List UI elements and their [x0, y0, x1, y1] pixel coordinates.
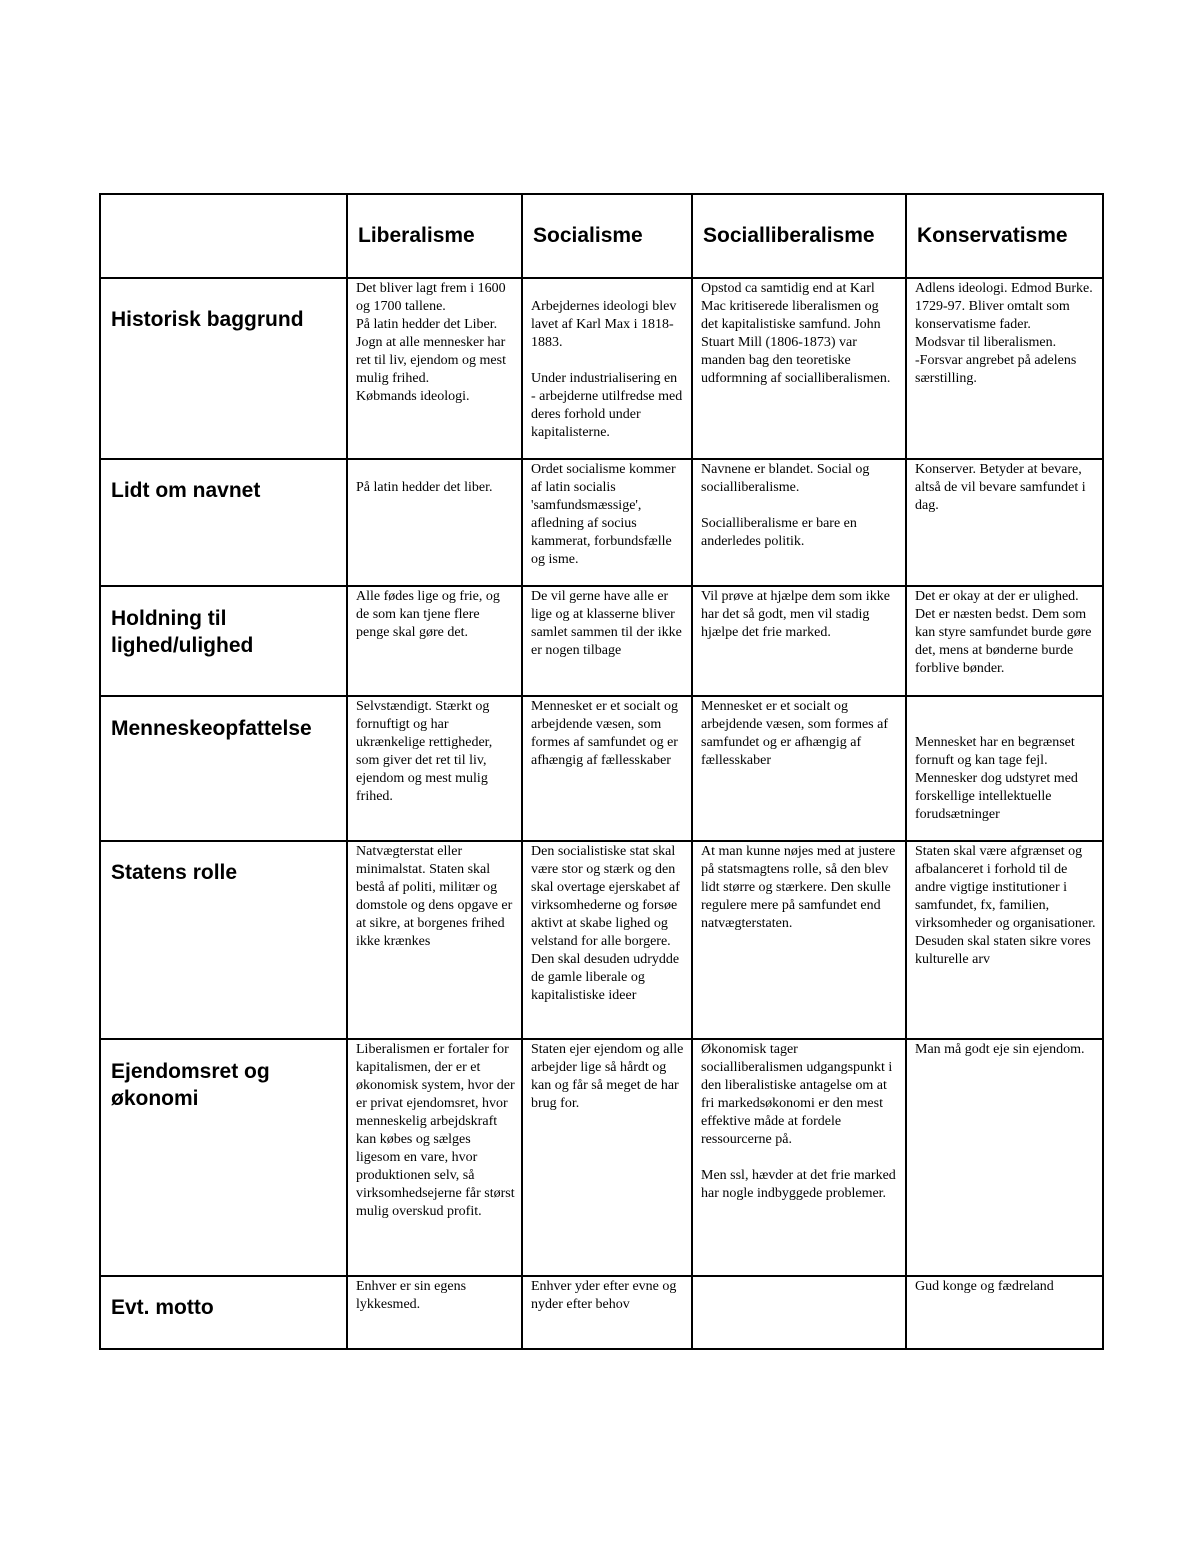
table-cell: Det bliver lagt frem i 1600 og 1700 tallene. På latin hedder det Liber. Jogn at alle mennesker har ret til liv, ejendom og mest mulig frihed. Købmands ideologi.: [347, 278, 522, 459]
table-cell: Man må godt eje sin ejendom.: [906, 1039, 1103, 1276]
row-label-cell: [100, 459, 347, 586]
row-label: Lidt om navnet: [111, 479, 261, 502]
table-row: [100, 586, 1103, 696]
row-label-cell: [100, 278, 347, 459]
table-cell: Vil prøve at hjælpe dem som ikke har det så godt, men vil stadig hjælpe det frie marked.: [692, 586, 906, 696]
header-cell-socialliberalisme: [692, 194, 906, 278]
table-cell: Det er okay at der er ulighed. Det er næsten bedst. Dem som kan styre samfundet burde gøre det, mens at bønderne burde forblive bønder.: [906, 586, 1103, 696]
table-row: [100, 1276, 1103, 1349]
table-row: [100, 841, 1103, 1039]
ideology-comparison-table: [99, 193, 1104, 1350]
table-cell: At man kunne nøjes med at justere på statsmagtens rolle, så den blev lidt større og stærkere. Den skulle regulere mere på samfundet end natvægterstaten.: [692, 841, 906, 1039]
table-cell: Opstod ca samtidig end at Karl Mac kritiserede liberalismen og det kapitalistiske samfund. John Stuart Mill (1806-1873) var manden bag den teoretiske udformning af socialliberalismen.: [692, 278, 906, 459]
table-row: [100, 696, 1103, 841]
table-cell: Mennesket er et socialt og arbejdende væsen, som formes af samfundet og er afhængig af fællesskaber: [692, 696, 906, 841]
table-cell: Enhver er sin egens lykkesmed.: [347, 1276, 522, 1349]
table-cell: Alle fødes lige og frie, og de som kan tjene flere penge skal gøre det.: [347, 586, 522, 696]
table-row: [100, 459, 1103, 586]
table-cell: Økonomisk tager socialliberalismen udgangspunkt i den liberalistiske antagelse om at fri markedsøkonomi er den mest effektive måde at fordele ressourcerne på. Men ssl, hævder at det frie marked har nogle indbyggede problemer.: [692, 1039, 906, 1276]
header-cell-konservatisme: [906, 194, 1103, 278]
table-cell: Arbejdernes ideologi blev lavet af Karl Max i 1818-1883. Under industrialisering en - arbejderne utilfredse med deres forhold under kapitalisterne.: [522, 278, 692, 459]
table-cell: [692, 1276, 906, 1349]
row-label-cell: [100, 1039, 347, 1276]
table-cell: Mennesket har en begrænset fornuft og kan tage fejl. Mennesker dog udstyret med forskellige intellektuelle forudsætninger: [906, 696, 1103, 841]
table-cell: Navnene er blandet. Social og socialliberalisme. Socialliberalisme er bare en anderledes politik.: [692, 459, 906, 586]
row-label: Ejendomsret og økonomi: [111, 1060, 270, 1110]
table-cell: Mennesket er et socialt og arbejdende væsen, som formes af samfundet og er afhængig af fællesskaber: [522, 696, 692, 841]
table-cell: Ordet socialisme kommer af latin socialis 'samfundsmæssige', afledning af socius kammerat, forbundsfælle og isme.: [522, 459, 692, 586]
table-cell: Adlens ideologi. Edmod Burke. 1729-97. Bliver omtalt som konservatisme fader. Modsvar til liberalismen. -Forsvar angrebet på adelens særstilling.: [906, 278, 1103, 459]
row-label: Evt. motto: [111, 1296, 214, 1319]
row-label-cell: [100, 1276, 347, 1349]
table-cell: Enhver yder efter evne og nyder efter behov: [522, 1276, 692, 1349]
row-label-cell: [100, 841, 347, 1039]
table-row: [100, 1039, 1103, 1276]
header-cell-liberalisme: [347, 194, 522, 278]
row-label-cell: [100, 586, 347, 696]
table-cell: Den socialistiske stat skal være stor og stærk og den skal overtage ejerskabet af virksomhederne og forsøe aktivt at skabe lighed og velstand for alle borgere. Den skal desuden udrydde de gamle liberale og kapitalistiske ideer: [522, 841, 692, 1039]
table-cell: På latin hedder det liber.: [347, 459, 522, 586]
table-cell: De vil gerne have alle er lige og at klasserne bliver samlet sammen til der ikke er nogen tilbage: [522, 586, 692, 696]
column-header: Konservatisme: [917, 224, 1068, 247]
row-label: Holdning til lighed/ulighed: [111, 607, 254, 657]
table-cell: Staten ejer ejendom og alle arbejder lige så hårdt og kan og får så meget de har brug for.: [522, 1039, 692, 1276]
row-label: Menneskeopfattelse: [111, 717, 312, 740]
column-header: Liberalisme: [358, 224, 475, 247]
table-cell: Konserver. Betyder at bevare, altså de vil bevare samfundet i dag.: [906, 459, 1103, 586]
row-label: Statens rolle: [111, 861, 238, 884]
header-cell-socialisme: [522, 194, 692, 278]
table-cell: Staten skal være afgrænset og afbalanceret i forhold til de andre vigtige institutioner i samfundet, fx, familien, virksomheder og organisationer. Desuden skal staten sikre vores kulturelle arv: [906, 841, 1103, 1039]
header-cell-empty: [100, 194, 347, 278]
row-label: Historisk baggrund: [111, 308, 304, 331]
table-cell: Natvægterstat eller minimalstat. Staten skal bestå af politi, militær og domstole og dens opgave er at sikre, at borgenes frihed ikke krænkes: [347, 841, 522, 1039]
table-cell: Liberalismen er fortaler for kapitalismen, der er et økonomisk system, hvor der er privat ejendomsret, hvor menneskelig arbejdskraft kan købes og sælges ligesom en vare, hvor produktionen selv, så virksomhedsejerne får størst mulig overskud profit.: [347, 1039, 522, 1276]
table-row: [100, 278, 1103, 459]
table-cell: Gud konge og fædreland: [906, 1276, 1103, 1349]
column-header: Socialliberalisme: [703, 224, 875, 247]
column-header: Socialisme: [533, 224, 643, 247]
table-header-row: [100, 194, 1103, 278]
table-cell: Selvstændigt. Stærkt og fornuftigt og har ukrænkelige rettigheder, som giver det ret til liv, ejendom og mest mulig frihed.: [347, 696, 522, 841]
row-label-cell: [100, 696, 347, 841]
